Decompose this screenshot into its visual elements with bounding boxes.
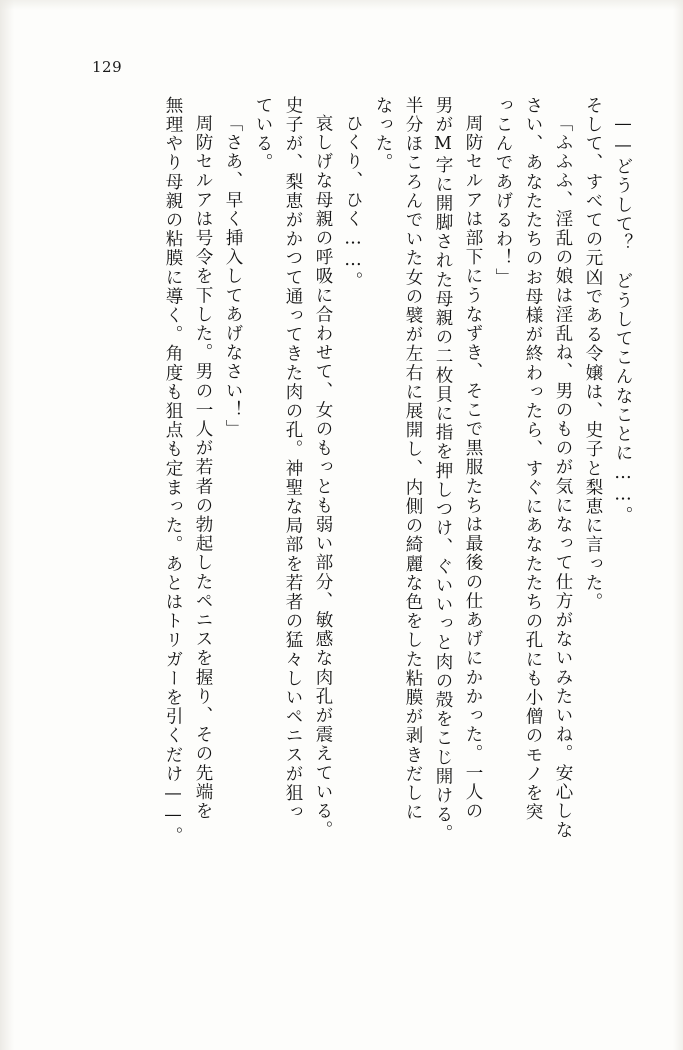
text-line: 哀しげな母親の呼吸に合わせて、女のもっとも弱い部分、敏感な肉孔が震えている。 xyxy=(313,114,333,840)
body-text-block xyxy=(60,96,631,966)
text-line: ひくり、ひく……。 xyxy=(343,114,363,291)
text-line: ている。 xyxy=(253,96,273,173)
text-line: 男がM字に開脚された母親の二枚貝に指を押しつけ、ぐいいっと肉の殻をこじ開ける。 xyxy=(433,96,453,844)
text-line: なった。 xyxy=(373,96,393,173)
scan-edge-left xyxy=(0,0,14,1050)
text-line: 無理やり母親の粘膜に導く。角度も狙点も定まった。あとはトリガーを引くだけ——。 xyxy=(163,96,183,846)
scan-edge-right xyxy=(673,0,683,1050)
text-line: ——どうして？ どうしてこんなことに……。 xyxy=(613,114,633,526)
text-line: そして、すべての元凶である令嬢は、史子と梨恵に言った。 xyxy=(583,96,603,612)
text-line: 「ふふふ、淫乱の娘は淫乱ね、男のものが気になって仕方がないみたいね。安心しな xyxy=(553,114,573,840)
text-line: 周防セルアは号令を下した。男の一人が若者の勃起したペニスを握り、その先端を xyxy=(193,114,213,821)
text-line: 周防セルアは部下にうなずき、そこで黒服たちは最後の仕あげにかかった。一人の xyxy=(463,114,483,821)
text-line: 「さあ、早く挿入してあげなさい！」 xyxy=(223,114,243,439)
text-line: 半分ほころんでいた女の襞が左右に展開し、内側の綺麗な色をした粘膜が剥きだしに xyxy=(403,96,423,822)
text-line: さい、あなたたちのお母様が終わったら、すぐにあなたたちの孔にも小僧のモノを突 xyxy=(523,96,543,822)
page-number: 129 xyxy=(92,58,123,76)
scan-edge-top xyxy=(0,0,683,10)
text-line: っこんであげるわ！」 xyxy=(493,96,513,287)
text-line: 史子が、梨恵がかつて通ってきた肉の孔。神聖な局部を若者の猛々しいペニスが狙っ xyxy=(283,96,303,822)
